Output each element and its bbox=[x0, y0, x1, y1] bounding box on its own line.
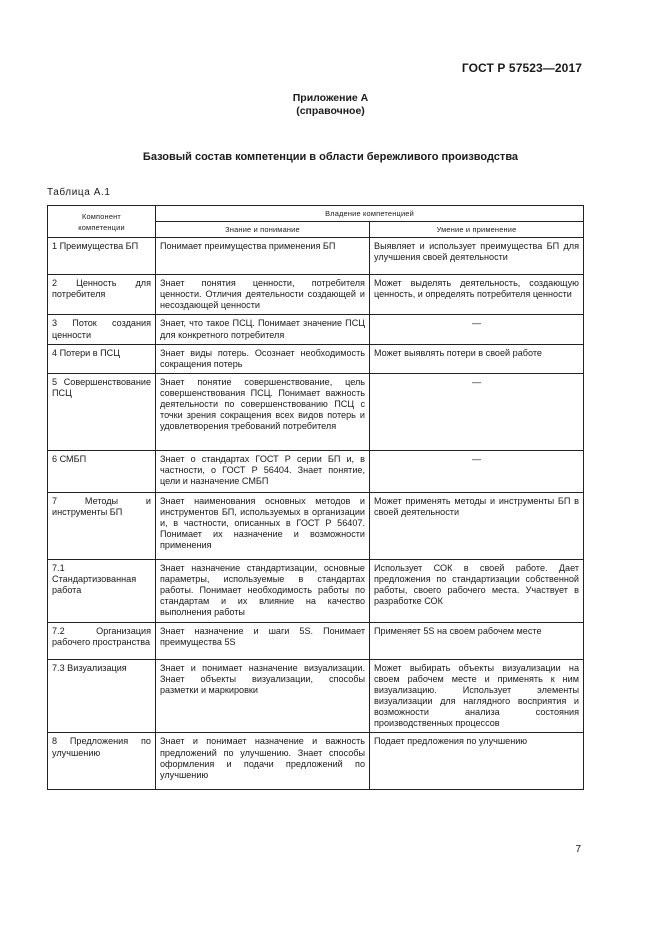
cell-skills: — bbox=[370, 373, 584, 450]
cell-component: 7.3 Визуализация bbox=[48, 659, 156, 733]
appendix-heading bbox=[0, 92, 661, 118]
table-row bbox=[48, 733, 584, 790]
cell-skills: Может применять методы и инструменты БП в своей деятельности bbox=[370, 492, 584, 559]
appendix-title: Приложение А bbox=[292, 92, 369, 104]
cell-component: 7.1 Стандартизованная работа bbox=[48, 559, 156, 622]
header-component: Компонент компетенции bbox=[48, 206, 156, 238]
table-caption: Таблица А.1 bbox=[47, 187, 111, 198]
standard-code: ГОСТ Р 57523—2017 bbox=[461, 61, 582, 75]
table-row bbox=[48, 450, 584, 492]
page-number: 7 bbox=[575, 844, 581, 855]
cell-skills: — bbox=[370, 315, 584, 344]
cell-skills: Использует СОК в своей работе. Дает предложения по стандартизации собственной работы, своего рабочего места. Участвует в разработке СОК bbox=[370, 559, 584, 622]
cell-component: 2 Ценность для потребителя bbox=[48, 275, 156, 315]
cell-skills: Применяет 5S на своем рабочем месте bbox=[370, 622, 584, 659]
cell-skills: — bbox=[370, 450, 584, 492]
cell-knowledge: Знает о стандартах ГОСТ Р серии БП и, в частности, о ГОСТ Р 56404. Знает понятие, цели и назначение СМБП bbox=[156, 450, 370, 492]
table-row bbox=[48, 559, 584, 622]
table-row bbox=[48, 238, 584, 275]
cell-knowledge: Знает, что такое ПСЦ. Понимает значение ПСЦ для конкретного потребителя bbox=[156, 315, 370, 344]
cell-knowledge: Знает понятия ценности, потребителя ценности. Отличия деятельности создающей и несоздающей ценности bbox=[156, 275, 370, 315]
table-row bbox=[48, 622, 584, 659]
table-row bbox=[48, 344, 584, 373]
table-row bbox=[48, 275, 584, 315]
cell-component: 3 Поток создания ценности bbox=[48, 315, 156, 344]
cell-skills: Подает предложения по улучшению bbox=[370, 733, 584, 790]
cell-component: 7 Методы и инструменты БП bbox=[48, 492, 156, 559]
cell-component: 7.2 Организация рабочего пространства bbox=[48, 622, 156, 659]
table-row bbox=[48, 659, 584, 733]
cell-component: 8 Предложения по улучшению bbox=[48, 733, 156, 790]
cell-knowledge: Знает и понимает назначение визуализации. Знает объекты визуализации, способы разметки и маркировки bbox=[156, 659, 370, 733]
cell-skills: Может выделять деятельность, создающую ценность, и определять потребителя ценности bbox=[370, 275, 584, 315]
header-knowledge: Знание и понимание bbox=[156, 222, 370, 238]
competence-table bbox=[47, 205, 584, 790]
cell-component: 6 СМБП bbox=[48, 450, 156, 492]
cell-component: 1 Преимущества БП bbox=[48, 238, 156, 275]
table-row bbox=[48, 315, 584, 344]
cell-knowledge: Знает виды потерь. Осознает необходимость сокращения потерь bbox=[156, 344, 370, 373]
cell-component: 5 Совершенствование ПСЦ bbox=[48, 373, 156, 450]
cell-component: 4 Потери в ПСЦ bbox=[48, 344, 156, 373]
cell-knowledge: Знает и понимает назначение и важность предложений по улучшению. Знает способы оформления и подачи предложений по улучшению bbox=[156, 733, 370, 790]
header-skills: Умение и применение bbox=[370, 222, 584, 238]
header-mastery: Владение компетенцией bbox=[156, 206, 584, 222]
cell-knowledge: Знает назначение и шаги 5S. Понимает преимущества 5S bbox=[156, 622, 370, 659]
cell-skills: Может выявлять потери в своей работе bbox=[370, 344, 584, 373]
page-title: Базовый состав компетенции в области бережливого производства bbox=[142, 151, 519, 163]
cell-skills: Выявляет и использует преимущества БП для улучшения своей деятельности bbox=[370, 238, 584, 275]
appendix-note: (справочное) bbox=[296, 105, 365, 117]
cell-knowledge: Знает понятие совершенствование, цель совершенствования ПСЦ. Понимает важность деятельности по совершенствованию ПСЦ с точки зрения сокращения всех видов потерь и удовлетворения требований потребителя bbox=[156, 373, 370, 450]
cell-knowledge: Знает назначение стандартизации, основные параметры, используемые в стандартах работы. Понимает необходимость работы по стандартам и их влияние на качество выполнения работы bbox=[156, 559, 370, 622]
table-row bbox=[48, 373, 584, 450]
cell-skills: Может выбирать объекты визуализации на своем рабочем месте и применять к ним визуализацию. Использует элементы визуализации для наглядного восприятия и возможности анализа состояния производственных процессов bbox=[370, 659, 584, 733]
table-row bbox=[48, 492, 584, 559]
cell-knowledge: Знает наименования основных методов и инструментов БП, используемых в организации и, в частности, описанных в ГОСТ Р 56407. Понимает их назначение и возможности применения bbox=[156, 492, 370, 559]
cell-knowledge: Понимает преимущества применения БП bbox=[156, 238, 370, 275]
